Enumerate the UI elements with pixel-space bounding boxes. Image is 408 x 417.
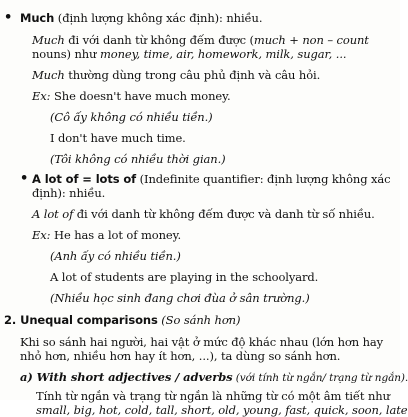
unequal-p2: nhỏ hơn, nhiều hơn hay ít hơn, ...), ta dùng so sánh hơn. [20, 349, 341, 363]
unequal-p4: small, big, hot, cold, tall, short, old, young, fast, quick, soon, late [36, 403, 408, 417]
much-ex-label: Ex: [32, 89, 51, 103]
unequal-sub-vi: (với tính từ ngắn/ trạng từ ngắn). [232, 372, 408, 384]
much-ex2: I don't have much time. [50, 131, 186, 145]
much-line-3 [32, 68, 320, 82]
bullet-much: • [4, 10, 13, 25]
much-term-note: (định lượng không xác định): nhiều. [54, 11, 263, 25]
alot-ex1: He has a lot of money. [50, 228, 182, 242]
much-translation-2 [50, 152, 226, 166]
much-heading [20, 11, 262, 25]
alot-translation-1 [50, 249, 181, 263]
much-l2-rest: như [70, 47, 100, 61]
much-l1-rest: đi với danh từ không đếm được ( [64, 33, 254, 47]
much-example-2 [50, 131, 186, 145]
alot-l1-rest: đi với danh từ không đếm được và danh từ số nhiều. [73, 207, 375, 221]
unequal-p1: Khi so sánh hai người, hai vật ở mức độ khác nhau (lớn hơn hay [20, 335, 384, 349]
unequal-subheading [20, 370, 408, 385]
alot-term-note2: định): nhiều. [32, 186, 106, 200]
much-l1-formula: much + non – count [253, 33, 369, 47]
bullet-alot: • [20, 171, 29, 186]
alot-example-2 [50, 270, 318, 284]
unequal-p3: Tính từ ngắn và trạng từ ngắn là những từ có một âm tiết như [36, 389, 390, 403]
much-tr2: (Tôi không có nhiều thời gian.) [50, 152, 226, 166]
alot-translation-2 [50, 291, 310, 305]
alot-line-1 [32, 207, 375, 221]
unequal-number: 2. [4, 313, 17, 327]
alot-term: A lot of = lots of [32, 172, 137, 186]
alot-heading [32, 172, 391, 186]
much-example-1 [32, 89, 231, 103]
alot-tr1: (Anh ấy có nhiều tiền.) [50, 249, 181, 263]
much-term: Much [20, 11, 55, 25]
much-ex1: She doesn't have much money. [50, 89, 231, 103]
unequal-title-vi: (So sánh hơn) [157, 313, 241, 327]
much-l3-rest: thường dùng trong câu phủ định và câu hỏi. [64, 68, 321, 82]
unequal-sub-label: a) With short adjectives / adverbs [20, 370, 233, 384]
unequal-title: Unequal comparisons [16, 313, 158, 327]
alot-example-1 [32, 228, 181, 242]
much-line-1 [32, 33, 369, 47]
alot-ex-label: Ex: [32, 228, 51, 242]
alot-tr2: (Nhiều học sinh đang chơi đùa ở sân trường.) [50, 291, 310, 305]
alot-heading-2 [32, 186, 105, 200]
unequal-paragraph-3 [36, 389, 390, 403]
much-l1-term: Much [32, 33, 65, 47]
much-l2-examples: money, time, air, homework, milk, sugar, ... [99, 47, 347, 61]
much-l3-term: Much [32, 68, 65, 82]
much-l2-formula: nouns) [32, 47, 71, 61]
alot-term-note: (Indefinite quantifier: định lượng không xác [136, 172, 391, 186]
unequal-paragraph-4 [36, 403, 407, 417]
unequal-paragraph-1 [20, 335, 383, 349]
much-line-2 [32, 47, 346, 61]
much-translation-1 [50, 110, 213, 124]
alot-l1-term: A lot of [32, 207, 74, 221]
unequal-heading [4, 313, 240, 327]
unequal-paragraph-2 [20, 349, 340, 363]
alot-ex2: A lot of students are playing in the schoolyard. [50, 270, 319, 284]
much-tr1: (Cô ấy không có nhiều tiền.) [50, 110, 213, 124]
